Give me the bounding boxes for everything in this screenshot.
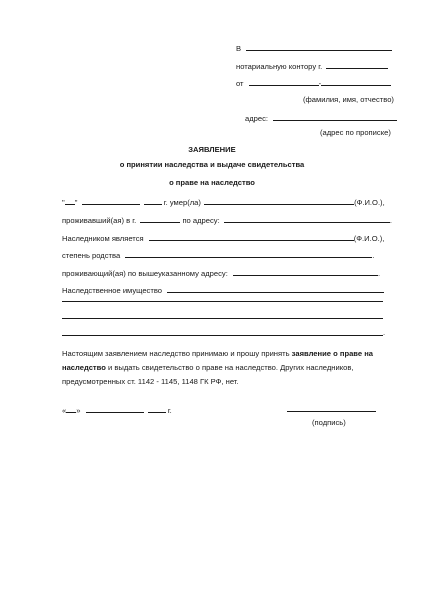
year-suffix: г. [167,406,172,415]
address-field[interactable] [273,112,397,121]
residing-row [62,267,380,279]
estate-label: Наследственное имущество [62,286,162,295]
guillemet-open: « [62,406,67,415]
dot-1: . [389,216,392,225]
estate-field-1[interactable] [167,284,384,293]
fio-label-1: (Ф.И.О.), [354,198,385,207]
fio-caption: (фамилия, имя, отчество) [303,95,394,104]
address-row [245,112,397,124]
statement-part2: и выдать свидетельство о праве на наследство. Других наследников, [105,363,354,372]
heir-name-field[interactable] [149,232,354,241]
dot-4: . [383,328,386,337]
heir-row [62,232,384,244]
residing-label: проживающий(ая) по вышеуказанному адресу: [62,269,228,278]
guillemet-close: » [76,406,81,415]
estate-field-3[interactable] [62,318,383,319]
statement-paragraph [62,347,392,389]
estate-field-4[interactable] [62,335,383,336]
sign-day-field[interactable] [66,404,76,413]
dot-3: . [377,269,381,278]
signature-caption: (подпись) [312,418,346,427]
statement-part1: Настоящим заявлением наследство принимаю и прошу принять [62,349,292,358]
to-prefix: В [236,44,242,53]
signature-field[interactable] [287,411,376,412]
kinship-row [62,249,374,261]
from-field-1[interactable] [249,77,319,86]
lived-row [62,214,392,226]
sign-year-field[interactable] [148,404,166,413]
lived-in-label: проживавший(ая) в г. [62,216,137,225]
heir-label: Наследником является [62,234,144,243]
death-date-row [62,196,385,208]
dot-2: . [372,251,375,260]
at-address-label: по адресу: [182,216,220,225]
sign-month-field[interactable] [86,404,144,413]
from-row [236,77,391,89]
notary-city-field[interactable] [326,60,388,69]
month-field[interactable] [82,196,140,205]
heir-address-field[interactable] [233,267,381,278]
year-field[interactable] [144,196,162,205]
from-prefix: от [236,79,244,88]
statement-bold1: заявление о праве на [291,349,374,358]
address-label: адрес: [245,114,269,123]
notary-row [236,60,388,72]
city-field[interactable] [140,214,180,223]
from-dash: - [318,79,322,88]
estate-row [62,284,384,296]
deceased-address-field[interactable] [224,214,390,223]
statement-part3: предусмотренных ст. 1142 - 1145, 1148 ГК РФ, нет. [62,377,239,386]
address-caption: (адрес по прописке) [320,128,391,137]
document-subtitle-2: о праве на наследство [169,178,255,187]
estate-field-2[interactable] [62,301,383,302]
document-title: ЗАЯВЛЕНИЕ [188,145,236,154]
fio-label-2: (Ф.И.О.), [353,234,385,243]
kinship-field[interactable] [125,249,375,260]
quote-open: " [62,198,65,207]
signing-date-row [62,404,172,416]
kinship-label: степень родства [62,251,121,260]
to-field[interactable] [246,42,392,51]
year-died-label: г. умер(ла) [163,198,201,207]
notary-label: нотариальную контору г. [236,62,323,71]
quote-close: " [74,198,78,207]
document-subtitle-1: о принятии наследства и выдаче свидетельства [119,160,305,169]
from-field-2[interactable] [318,77,391,88]
day-field[interactable] [65,196,75,205]
statement-bold2: наследство [62,363,106,372]
to-row [236,42,392,54]
deceased-name-field[interactable] [204,196,354,205]
